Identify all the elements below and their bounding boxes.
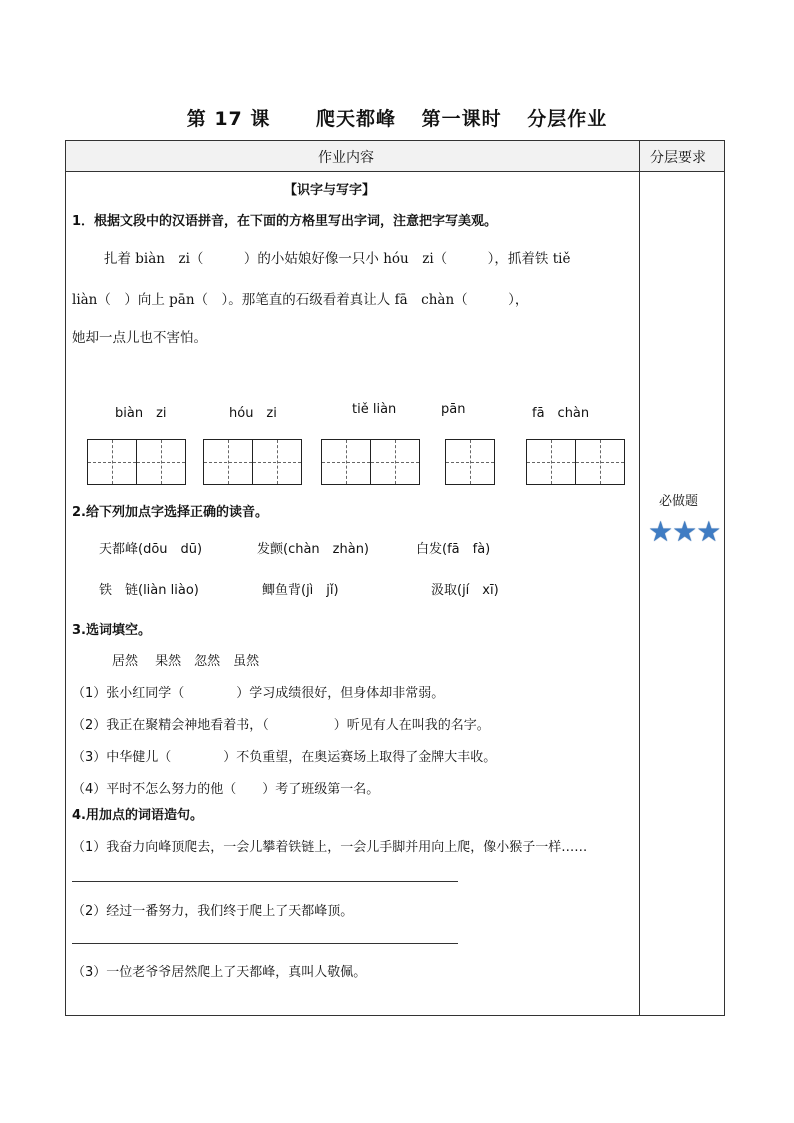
column-divider	[639, 141, 640, 1015]
answer-line[interactable]	[72, 881, 458, 882]
answer-line[interactable]	[72, 943, 458, 944]
word-bank: 居然 果然 忽然 虽然	[112, 654, 260, 669]
tianzige-cell[interactable]	[321, 439, 371, 485]
page-title	[0, 104, 794, 131]
passage-line-1: 扎着 biàn zi（ ）的小姑娘好像一只小 hóu zi（ ），抓着铁 tiě	[104, 251, 571, 267]
header-requirement: 分层要求	[650, 150, 706, 166]
pinyin-label: biàn zi	[115, 406, 167, 421]
reading-choice: 鲫鱼背(jì jǐ)	[262, 583, 339, 598]
tianzige-cell[interactable]	[370, 439, 420, 485]
tianzige-cell[interactable]	[203, 439, 253, 485]
reading-choice: 白发(fā fà)	[416, 542, 491, 557]
reading-choice: 汲取(jí xī)	[431, 583, 499, 598]
writing-grid[interactable]	[203, 439, 301, 485]
writing-grid[interactable]	[445, 439, 494, 485]
example-sentence: （3）一位老爷爷居然爬上了天都峰，真叫人敬佩。	[72, 965, 367, 980]
header-content: 作业内容	[318, 150, 374, 166]
reading-choice: 天都峰(dōu dū)	[99, 542, 203, 557]
fill-sentence: （4）平时不怎么努力的他（ ）考了班级第一名。	[72, 782, 380, 797]
question-2: 2.给下列加点字选择正确的读音。	[72, 505, 268, 520]
passage-line-2: liàn（ ）向上 pān（ ）。那笔直的石级看着真让人 fā chàn（ ），	[72, 292, 529, 308]
writing-grid[interactable]	[87, 439, 185, 485]
pinyin-label: hóu zi	[229, 406, 277, 421]
question-1: 1．根据文段中的汉语拼音，在下面的方格里写出字词，注意把字写美观。	[72, 214, 498, 229]
example-sentence: （2）经过一番努力，我们终于爬上了天都峰顶。	[72, 904, 354, 919]
question-3: 3.选词填空。	[72, 623, 151, 638]
tianzige-cell[interactable]	[136, 439, 186, 485]
difficulty-stars-icon: ★★★	[648, 515, 721, 548]
fill-sentence: （2）我正在聚精会神地看着书，（ ）听见有人在叫我的名字。	[72, 718, 490, 733]
writing-grid[interactable]	[526, 439, 624, 485]
requirement-label: 必做题	[659, 494, 699, 509]
writing-grid[interactable]	[321, 439, 419, 485]
reading-choice: 铁 链(liàn liào)	[99, 583, 199, 598]
passage-line-3: 她却一点儿也不害怕。	[72, 330, 207, 346]
tianzige-cell[interactable]	[575, 439, 625, 485]
table-header	[66, 141, 724, 172]
tianzige-cell[interactable]	[526, 439, 576, 485]
lesson-number: 第 17 课	[186, 108, 271, 130]
tianzige-cell[interactable]	[445, 439, 495, 485]
example-sentence: （1）我奋力向峰顶爬去，一会儿攀着铁链上，一会儿手脚并用向上爬，像小猴子一样……	[72, 840, 588, 855]
fill-sentence: （3）中华健儿（ ）不负重望，在奥运赛场上取得了金牌大丰收。	[72, 750, 497, 765]
homework-table	[65, 140, 725, 1016]
pinyin-label: tiě liàn	[352, 402, 397, 417]
question-4: 4.用加点的词语造句。	[72, 808, 203, 823]
lesson-period: 第一课时	[421, 108, 502, 130]
section-heading: 【识字与写字】	[284, 183, 376, 198]
pinyin-label: pān	[441, 402, 466, 417]
tianzige-cell[interactable]	[87, 439, 137, 485]
tianzige-cell[interactable]	[252, 439, 302, 485]
pinyin-label: fā chàn	[532, 406, 590, 421]
reading-choice: 发颤(chàn zhàn)	[257, 542, 370, 557]
homework-kind: 分层作业	[527, 108, 608, 130]
lesson-name: 爬天都峰	[316, 108, 397, 130]
fill-sentence: （1）张小红同学（ ）学习成绩很好，但身体却非常弱。	[72, 686, 445, 701]
